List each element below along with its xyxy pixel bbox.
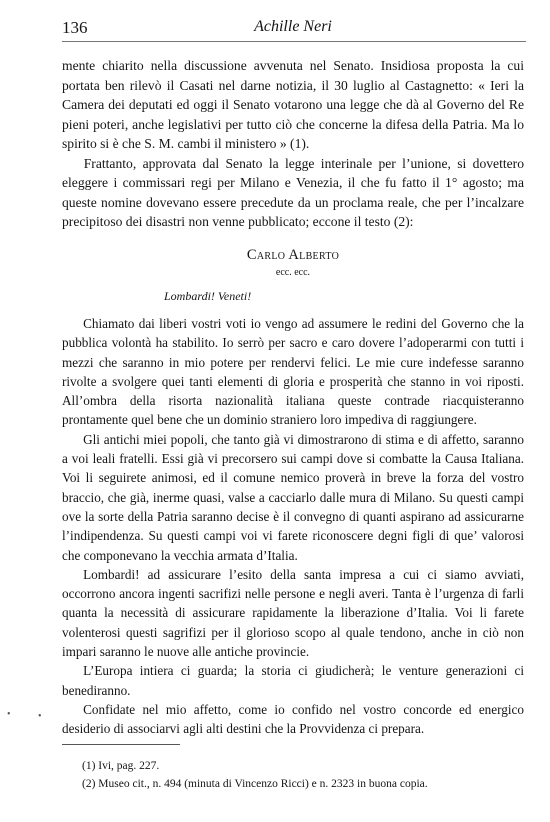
- proclamation-paragraph: Confidate nel mio affetto, come io confido nel vostro concorde ed energico desiderio di associarvi agli alti destini che la Provvidenza ci prepara.: [62, 701, 524, 737]
- running-head: Achille Neri: [254, 18, 332, 35]
- margin-mark: •: [38, 711, 42, 722]
- salutation: Lombardi! Veneti!: [164, 288, 252, 303]
- honorific: ecc. ecc.: [275, 267, 311, 278]
- main-text: [62, 56, 524, 739]
- proclamation-paragraph: Lombardi! ad assicurare l’esito della santa impresa a cui ci siamo avviati, occorrono ancora ingenti sacrifizi nelle persone e negli averi. Tanta è l’urgenza di farli quanta la necessità di assicurare rapidamente la liberazione d’Italia. Voi li farete volenterosi questi sagrifizi per il glorioso scopo al quale tendono, anche in ciò non impari saranno le nuove alle antiche provincie.: [62, 566, 524, 660]
- second-paragraph: Frattanto, approvata dal Senato la legge interinale per l’unione, si dovettero eleggere i commissari regi per Milano e Venezia, il che fu fatto il 1° agosto; ma queste nomine dovevano essere precedute da un proclama reale, che per l’incalzare precipitoso dei disastri non venne pubblicato; eccone il testo (2):: [62, 155, 524, 229]
- intro-paragraph: mente chiarito nella discussione avvenuta nel Senato. Insidiosa proposta la cui portata ben rilevò il Casati nel darne notizia, il 30 luglio al Castagnetto: « Ieri la Camera dei deputati ed oggi il Senato votarono una legge che dà al Governo del Re pieni poteri, anche legislativi per tutto ciò che concerne la difesa della Patria. Ma lo spirito si è che S. M. cambi il ministero » (1).: [62, 58, 524, 151]
- footnote: (2) Museo cit., n. 494 (minuta di Vincenzo Ricci) e n. 2323 in buona copia.: [82, 778, 428, 790]
- header-rule: [62, 41, 526, 42]
- page-number: 136: [62, 18, 88, 37]
- proclamation-paragraph: L’Europa intiera ci guarda; la storia ci giudicherà; le venture generazioni ci benediranno.: [62, 663, 524, 698]
- page-header: [62, 18, 524, 38]
- proclamation-text: [62, 314, 524, 739]
- footnote: (1) Ivi, pag. 227.: [82, 760, 160, 772]
- proclamation-paragraph: Chiamato dai liberi vostri voti io vengo ad assumere le redini del Governo che la pubblica volontà ha stabilito. Io serrò per sacro e caro dovere l’adoperarmi con tutti i mezzi che saranno in mio potere per rendervi felici. Le mie cure indefesse saranno rivolte a svolgere quei tanti elementi di gloria e prosperità che stanno in voi riposti. All’ombra della risorta nazionalità italiana queste contrade riacquisteranno prontamente quel bene che un dominio straniero loro impediva di raggiungere.: [62, 316, 524, 428]
- proclamation-signature: Carlo Alberto: [246, 246, 340, 263]
- footnotes: [82, 757, 522, 793]
- footnote-separator: [62, 744, 180, 745]
- proclamation-paragraph: Gli antichi miei popoli, che tanto già vi dimostrarono di stima e di affetto, saranno a voi leali fratelli. Essi già vi precorsero sui campi dove si combatte la Causa Italiana. Voi li seguirete animosi, ed il comune nemico proverà in breve la forza del vostro braccio, che già, inerme quasi, valse a cacciarlo dalle mura di Milano. Su questi campi ove la sorte della Patria saranno decise è il convegno di quanti aspirano ad assicurarne l’indipendenza. Su questi campi voi vi farete riconoscere degni figli di que’ valorosi che componevano la vecchia armata d’Italia.: [62, 431, 524, 563]
- margin-mark: •: [7, 709, 11, 720]
